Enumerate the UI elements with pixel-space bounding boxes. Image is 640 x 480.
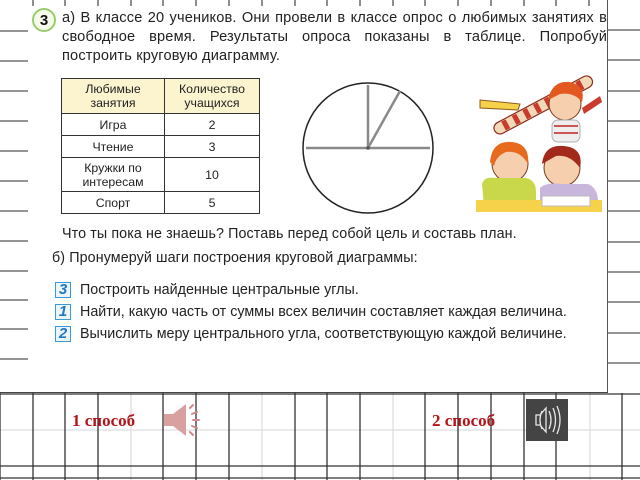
left-tick-marks: [0, 0, 30, 393]
table-row: [62, 114, 260, 136]
cell-count: 10: [165, 158, 260, 192]
survey-results-table: [61, 78, 260, 214]
cell-activity: Игра: [62, 114, 165, 136]
pie-chart-outline: [300, 81, 436, 217]
cell-count: 2: [165, 114, 260, 136]
list-item: [55, 282, 595, 299]
step-text: Построить найденные центральные углы.: [80, 282, 359, 298]
task-intro-text: а) В классе 20 учеников. Они провели в классе опрос о любимых занятиях в свободное время. Результаты опроса показаны в таблице. Попробуй построить круговую диаграмму.: [62, 10, 607, 64]
step-number-badge: 3: [55, 282, 71, 298]
children-illustration: [470, 72, 605, 216]
table-row: [62, 158, 260, 192]
steps-list: [55, 282, 595, 348]
list-item: [55, 304, 595, 321]
cell-activity: Чтение: [62, 136, 165, 158]
table-header-row: [62, 79, 260, 114]
cell-activity: Кружки по интересам: [62, 158, 165, 192]
step-text: Найти, какую часть от суммы всех величин составляет каждая величина.: [80, 304, 567, 320]
table-row: [62, 136, 260, 158]
cell-count: 5: [165, 192, 260, 214]
header-student-count: Количество учащихся: [165, 79, 260, 114]
goal-question-text: Что ты пока не знаешь? Поставь перед собой цель и составь план.: [62, 226, 517, 242]
method-2-label: 2 способ: [432, 411, 496, 430]
list-item: [55, 326, 595, 343]
speaker-icon[interactable]: [162, 400, 202, 440]
step-text: Вычислить меру центрального угла, соответствующую каждой величине.: [80, 326, 567, 342]
method-1-label: 1 способ: [72, 411, 136, 430]
step-number-badge: 1: [55, 304, 71, 320]
task-number-badge: 3: [32, 8, 56, 32]
step-number-badge: 2: [55, 326, 71, 342]
part-b-label: б) Пронумеруй шаги построения круговой диаграммы:: [52, 250, 418, 266]
table-row: [62, 192, 260, 214]
audio-icon[interactable]: [526, 399, 568, 441]
cell-activity: Спорт: [62, 192, 165, 214]
cell-count: 3: [165, 136, 260, 158]
header-activities: Любимые занятия: [62, 79, 165, 114]
top-tick-marks: [0, 0, 608, 8]
